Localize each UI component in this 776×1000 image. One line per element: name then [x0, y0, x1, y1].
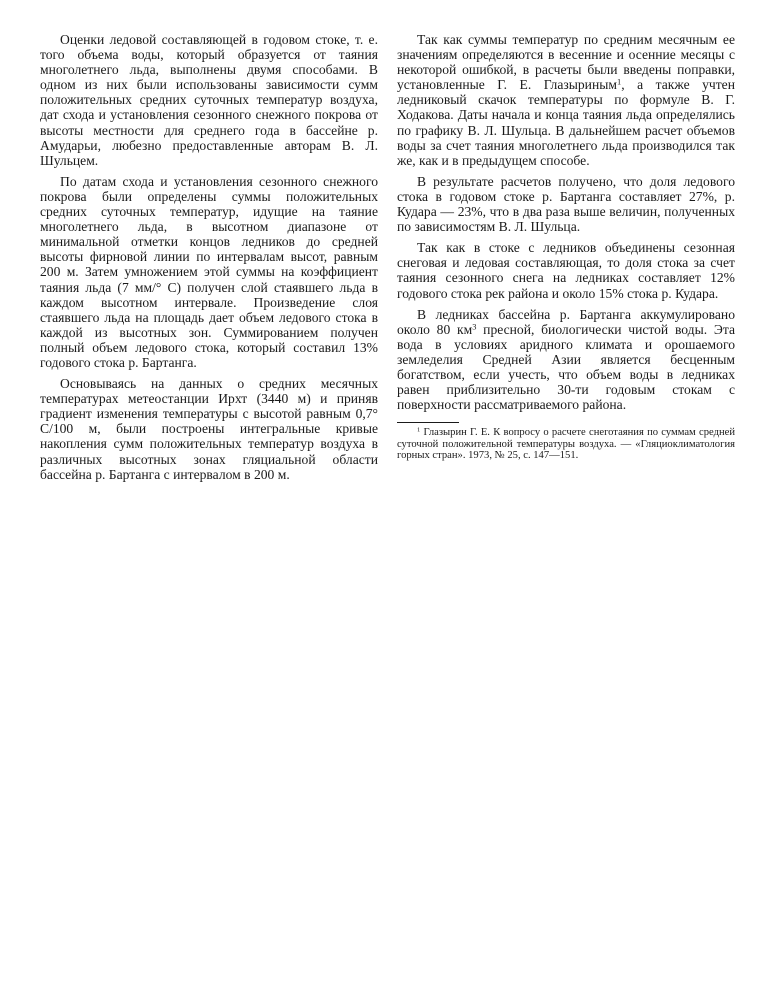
footnote-text: Глазырин Г. Е. К вопросу о расчете снеготаяния по суммам средней суточной положительной температуры воздуха. — «Гляциоклиматология горных стран». 1973, № 25, с. 147—151. [397, 427, 735, 462]
left-column [40, 32, 378, 488]
paragraph: По датам схода и установления сезонного снежного покрова были определены суммы положительных средних суточных температур, идущие на таяние многолетнего льда, в высотном диапазоне от минимальной отметки концов ледников до средней высоты фирновой линии по интервалам высот, равным 200 м. Затем умножением этой суммы на коэффициент таяния льда (7 мм/° С) получен слой стаявшего льда в каждом высотном интервале. Произведение слоя стаявшего льда на площадь дает объем ледового стока в каждой из высотных зон. Суммированием получен полный объем ледового стока, который составил 13% годового стока р. Бартанга. [40, 173, 378, 370]
paragraph: В результате расчетов получено, что доля ледового стока в годовом стоке р. Бартанга составляет 27%, р. Кудара — 23%, что в два раза выше величин, полученных по зависимостям В. Л. Шульца. [397, 173, 735, 235]
footnote [397, 427, 735, 462]
footnote-marker: 1 [417, 426, 421, 434]
right-column [397, 32, 735, 468]
paragraph-text: В ледниках бассейна р. Бартанга аккумулировано около 80 км [397, 306, 735, 337]
paragraph-text: , а также учтен ледниковый скачок температуры по формуле В. Г. Ходакова. Даты начала и конца таяния льда определялись по графику В. Л. Шульца. В дальнейшем расчет объемов воды за счет таяния многолетнего льда производился так же, как и в предыдущем способе. [397, 77, 735, 168]
paragraph [397, 32, 735, 168]
footnote-ref: 1 [616, 76, 622, 87]
paragraph: Так как в стоке с ледников объединены сезонная снеговая и ледовая составляющая, то доля стока за счет таяния сезонного снега на ледниках составляет 12% годового стока рек района и около 15% стока р. Кудара. [397, 240, 735, 301]
footnote-divider [397, 422, 459, 423]
paragraph: Основываясь на данных о средних месячных температурах метеостанции Ирхт (3440 м) и приняв градиент изменения температуры с высотой равным 0,7° С/100 м, были построены интегральные кривые накопления сумм положительных температур воздуха в различных высотных зонах гляциальной области бассейна р. Бартанга с интервалом в 200 м. [40, 376, 378, 482]
paragraph-text: Так как суммы температур по средним месячным ее значениям определяются в весенние и осенние месяцы с некоторой ошибкой, в расчеты были введены поправки, установленные Г. Е. Глазыриным [397, 32, 735, 93]
paragraph [397, 307, 735, 413]
paragraph-text: пресной, биологически чистой воды. Эта вода в условиях аридного климата и орошаемого земледелия Средней Азии является бесценным богатством, если учесть, что объем воды в ледниках равен приблизительно 30-ти годовым стокам с поверхности рассматриваемого района. [397, 321, 735, 413]
paragraph: Оценки ледовой составляющей в годовом стоке, т. е. того объема воды, который образуется от таяния многолетнего льда, выполнены двумя способами. В одном из них были использованы зависимости сумм положительных средних суточных температур воздуха, дат схода и установления сезонного снежного покрова от высоты местности для среднего года в бассейне р. Амударьи, любезно предоставленные авторам В. Л. Шульцем. [40, 32, 378, 168]
superscript: 3 [472, 321, 477, 332]
